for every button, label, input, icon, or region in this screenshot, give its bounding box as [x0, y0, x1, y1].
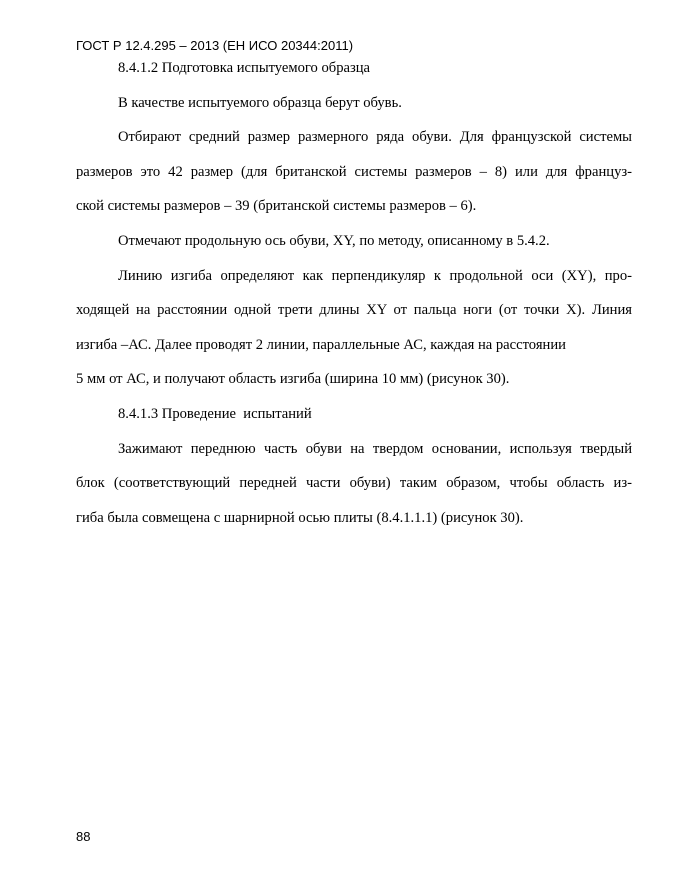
text-line: гиба была совмещена с шарнирной осью плиты (8.4.1.1.1) (рисунок 30). — [76, 509, 524, 526]
document-body — [76, 60, 632, 544]
text-line: ходящей на расстоянии одной трети длины XY от пальца ноги (от точки X). Линия — [76, 302, 632, 319]
text-line: Отбирают средний размер размерного ряда обуви. Для французской системы — [118, 129, 632, 146]
page-number: 88 — [76, 829, 91, 844]
page-header: ГОСТ Р 12.4.295 – 2013 (ЕН ИСО 20344:2011) — [76, 38, 354, 53]
text-line: 5 мм от АС, и получают область изгиба (ширина 10 мм) (рисунок 30). — [76, 371, 510, 388]
text-line: изгиба –АС. Далее проводят 2 линии, параллельные АС, каждая на расстоянии — [76, 336, 566, 353]
text-line: ской системы размеров – 39 (британской системы размеров – 6). — [76, 198, 477, 215]
text-line: В качестве испытуемого образца берут обувь. — [118, 94, 402, 111]
section-heading-8-4-1-3: 8.4.1.3 Проведение испытаний — [118, 405, 312, 422]
text-line: Отмечают продольную ось обуви, XY, по методу, описанному в 5.4.2. — [118, 232, 550, 249]
text-line: Линию изгиба определяют как перпендикуляр к продольной оси (XY), про- — [118, 267, 632, 284]
section-heading-8-4-1-2: 8.4.1.2 Подготовка испытуемого образца — [118, 60, 371, 76]
text-line: Зажимают переднюю часть обуви на твердом основании, используя твердый — [118, 440, 632, 457]
text-line: размеров это 42 размер (для британской системы размеров – 8) или для француз- — [76, 163, 632, 180]
text-line: блок (соответствующий передней части обуви) таким образом, чтобы область из- — [76, 475, 632, 492]
